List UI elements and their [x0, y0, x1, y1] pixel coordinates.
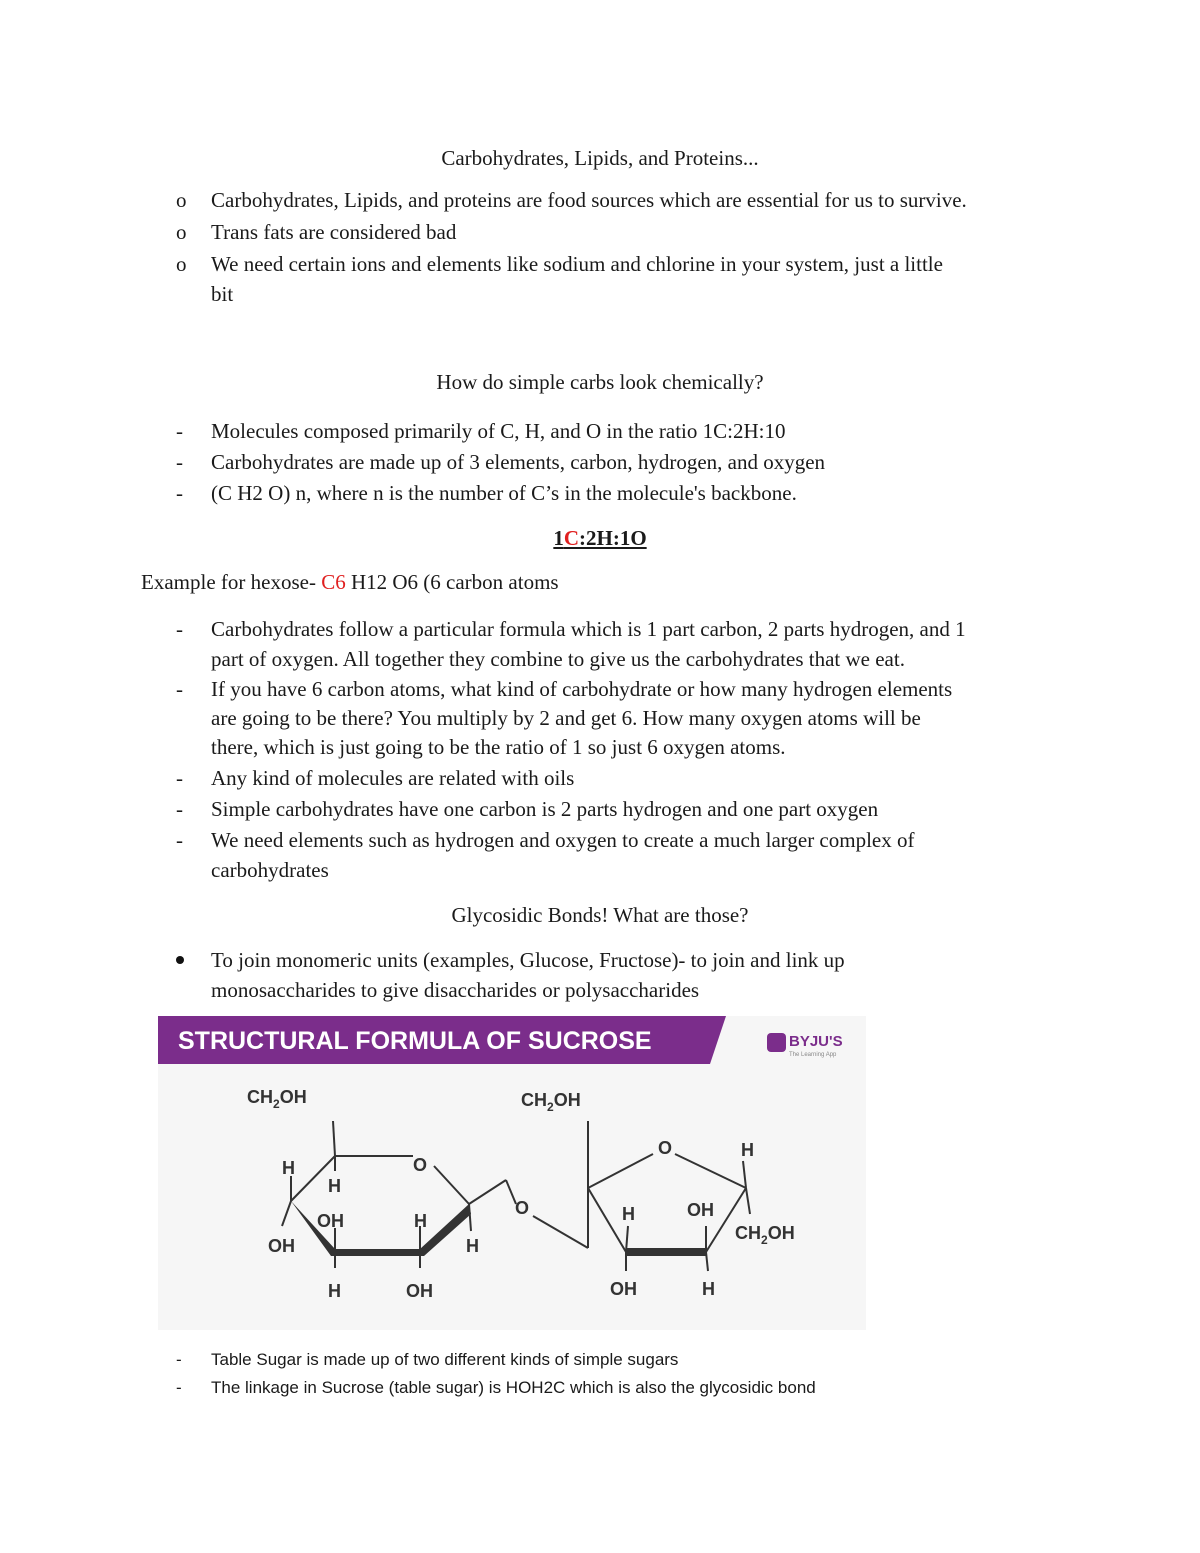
list-marker: - [176, 450, 183, 474]
list-marker: o [176, 220, 187, 244]
list-item: Table Sugar is made up of two different kinds of simple sugars [211, 1350, 679, 1369]
list-item: Carbohydrates follow a particular formula which is 1 part carbon, 2 parts hydrogen, and 1 [211, 617, 966, 641]
atom-label: OH [268, 1236, 295, 1256]
list-item: If you have 6 carbon atoms, what kind of carbohydrate or how many hydrogen elements [211, 677, 953, 701]
list-item: Carbohydrates, Lipids, and proteins are food sources which are essential for us to survive. [211, 188, 967, 212]
atom-label: H [282, 1158, 295, 1178]
list-marker: - [176, 828, 183, 852]
brand-name: BYJU'S [789, 1033, 843, 1050]
list-marker: o [176, 188, 187, 212]
list-item: Any kind of molecules are related with oils [211, 766, 575, 790]
list-marker: - [176, 419, 183, 443]
banner-title: STRUCTURAL FORMULA OF SUCROSE [178, 1027, 652, 1055]
list-item-continuation: bit [211, 282, 234, 306]
brand-logo-icon [767, 1033, 786, 1052]
wedge-bond-fructose [626, 1248, 706, 1256]
list-item: Carbohydrates are made up of 3 elements, carbon, hydrogen, and oxygen [211, 450, 826, 474]
list-item: (C H2 O) n, where n is the number of C’s in the molecule's backbone. [211, 481, 797, 505]
atom-label: $CH_2OH$ [247, 1087, 307, 1111]
atom-label: H [414, 1211, 427, 1231]
ratio-part: :2H:1O [579, 526, 647, 550]
atom-label: H [466, 1236, 479, 1256]
ratio-heading [0, 526, 1200, 551]
list-marker: - [176, 677, 183, 701]
example-suffix: H12 O6 (6 carbon atoms [345, 570, 559, 594]
atom-label: OH [687, 1200, 714, 1220]
atom-label: H [328, 1281, 341, 1301]
list-item-continuation: are going to be there? You multiply by 2 and get 6. How many oxygen atoms will be [211, 706, 921, 730]
example-prefix: Example for hexose- [141, 570, 322, 594]
example-line [141, 570, 559, 595]
section-heading: Glycosidic Bonds! What are those? [451, 903, 749, 927]
sucrose-structure-figure [158, 1016, 866, 1330]
list-item-continuation: part of oxygen. All together they combine to give us the carbohydrates that we eat. [211, 647, 905, 671]
atom-label: OH [610, 1279, 637, 1299]
ring-oxygen-glucose: O [413, 1155, 428, 1175]
page-title: Carbohydrates, Lipids, and Proteins... [441, 146, 759, 170]
list-marker: - [176, 617, 183, 641]
list-marker: o [176, 252, 187, 276]
list-item: We need elements such as hydrogen and oxygen to create a much larger complex of [211, 828, 915, 852]
atom-label: OH [317, 1211, 344, 1231]
example-highlight: C6 [321, 570, 346, 594]
atom-label: $CH_2OH$ [521, 1090, 581, 1114]
bullet-dot-icon [176, 956, 184, 964]
list-marker: - [176, 1350, 182, 1369]
list-item: Trans fats are considered bad [211, 220, 457, 244]
section-heading: How do simple carbs look chemically? [436, 370, 764, 394]
ring-oxygen-fructose: O [658, 1138, 673, 1158]
atom-label: H [741, 1140, 754, 1160]
list-item: Molecules composed primarily of C, H, and O in the ratio 1C:2H:10 [211, 419, 786, 443]
atom-label: H [702, 1279, 715, 1299]
ratio-carbon: C [563, 526, 579, 550]
atom-label: $CH_2OH$ [735, 1223, 795, 1247]
list-item: The linkage in Sucrose (table sugar) is HOH2C which is also the glycosidic bond [211, 1378, 816, 1397]
list-item: Simple carbohydrates have one carbon is 2 parts hydrogen and one part oxygen [211, 797, 879, 821]
list-item: We need certain ions and elements like sodium and chlorine in your system, just a little [211, 252, 943, 276]
glycosidic-oxygen: O [515, 1198, 530, 1218]
brand-tagline: The Learning App [789, 1052, 837, 1058]
atom-label: H [622, 1204, 635, 1224]
list-item: To join monomeric units (examples, Glucose, Fructose)- to join and link up [211, 948, 845, 972]
list-marker: - [176, 1378, 182, 1397]
list-marker: - [176, 481, 183, 505]
atom-label: H [328, 1176, 341, 1196]
list-item-continuation: carbohydrates [211, 858, 329, 882]
list-item-continuation: there, which is just going to be the ratio of 1 so just 6 oxygen atoms. [211, 735, 786, 759]
list-marker: - [176, 766, 183, 790]
list-item-continuation: monosaccharides to give disaccharides or polysaccharides [211, 978, 700, 1002]
ratio-part: 1 [553, 526, 564, 550]
atom-label: OH [406, 1281, 433, 1301]
sucrose-diagram [158, 1016, 866, 1330]
list-marker: - [176, 797, 183, 821]
